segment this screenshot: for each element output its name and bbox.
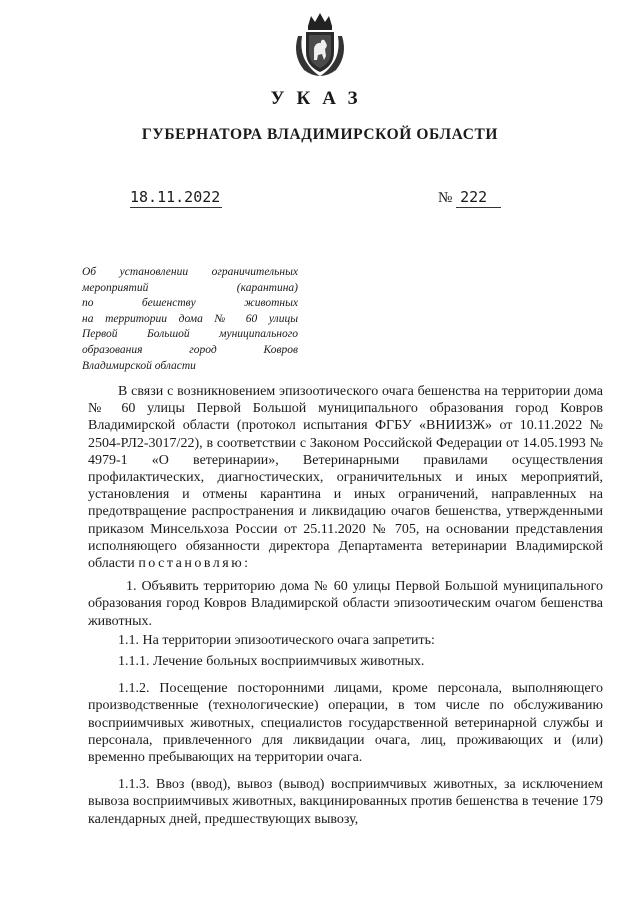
subject-line: на территории дома № 60 улицы — [82, 312, 298, 325]
subject-line: Первой Большой муниципального — [82, 328, 298, 341]
subject-line: Владимирской области — [82, 359, 196, 372]
preamble-paragraph — [88, 383, 603, 572]
number-label: № — [438, 190, 453, 206]
item-1: 1. Объявить территорию дома № 60 улицы Первой Большой муниципального образования город Ковров Владимирской области эпизоотическим очагом бешенства животных. — [88, 579, 603, 629]
item-1-1-1: 1.1.1. Лечение больных восприимчивых животных. — [118, 654, 425, 670]
preamble-text: В связи с возникновением эпизоотического очага бешенства на территории дома № 60 улицы Первой Большой муниципального образования город Ковров Владимирской области (протокол испытания ФГБУ «ВНИИЗЖ» от 10.11.2022 № 2504-РЛ2-3017/22), в соответствии с Законом Российской Федерации от 14.05.1993 № 4979-1 «О ветеринарии», Ветеринарными правилами осуществления профилактических, диагностических, ограничительных и иных мероприятий, установления и отмены карантина и иных ограничений, направленных на предотвращение распространения и ликвидацию очагов бешенства, утвержденными приказом Минсельхоза России от 25.11.2020 № 705, на основании представления исполняющего обязанности директора Департамента ветеринарии Владимирской области — [88, 384, 603, 572]
coat-of-arms-emblem — [290, 10, 350, 78]
item-1-1: 1.1. На территории эпизоотического очага запретить: — [118, 632, 435, 648]
subject-line: по бешенству животных — [82, 297, 298, 310]
subject-line: Об установлении ограничительных — [82, 266, 298, 278]
document-date: 18.11.2022 — [130, 188, 221, 206]
preamble-keyword: постановляю: — [138, 556, 251, 572]
decree-subject — [82, 265, 298, 374]
decree-body — [88, 383, 603, 828]
subject-line: образования город Ковров — [82, 343, 298, 356]
subject-line: мероприятий (карантина) — [82, 281, 298, 294]
item-1-1-3: 1.1.3. Ввоз (ввод), вывоз (вывод) восприимчивых животных, за исключением вывоза восприимчивых животных, вакцинированных против бешенства в течение 179 календарных дней, предшествующих вывозу, — [88, 777, 603, 827]
document-title: УКАЗ — [270, 88, 370, 109]
document-subtitle: ГУБЕРНАТОРА ВЛАДИМИРСКОЙ ОБЛАСТИ — [141, 126, 499, 143]
item-1-1-2: 1.1.2. Посещение посторонними лицами, кроме персонала, выполняющего производственные (технологические) операции, в том числе по обслуживанию восприимчивых животных, специалистов государственной ветеринарной службы и персонала, привлеченного для ликвидации очага, лиц, проживающих и (или) временно пребывающих на территории очага. — [88, 681, 603, 766]
document-number — [438, 188, 501, 208]
number-value: 222 — [456, 188, 501, 208]
